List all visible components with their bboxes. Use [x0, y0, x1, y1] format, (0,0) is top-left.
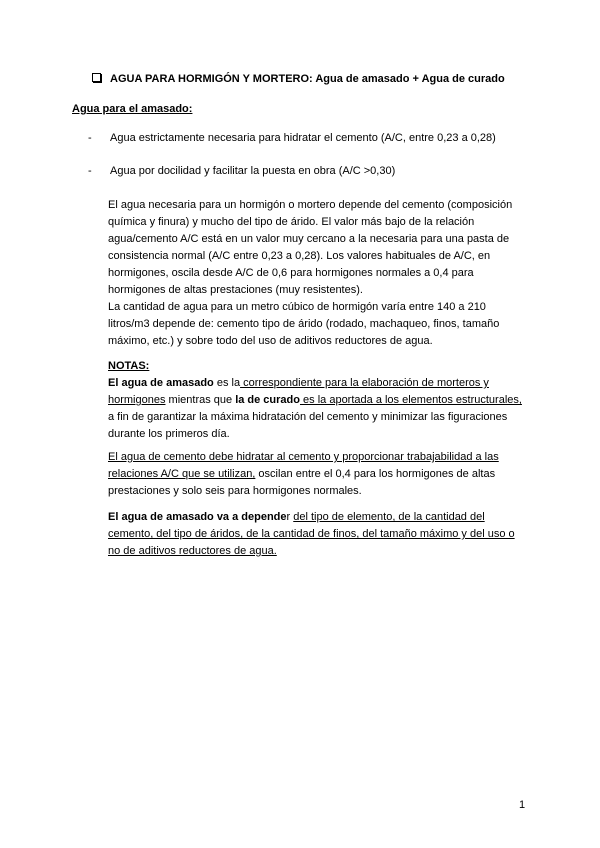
note-bold-text: El agua de amasado va a depende: [108, 511, 287, 523]
note-bold-text: la de curado: [235, 394, 300, 406]
note-text: oscilan entre el 0,4 para los hormigones de altas prestaciones y solo seis para hormigones normales.: [108, 468, 496, 497]
paragraph-water-quantity: La cantidad de agua para un metro cúbico de hormigón varía entre 140 a 210 litros/m3 depende de: cemento tipo de árido (rodado, machaqueo, finos, tamaño máximo, etc.) y sobre todo del uso de aditivos reductores de agua.: [108, 301, 500, 347]
notes-section: [108, 358, 528, 443]
checkbox-bullet-icon: [92, 73, 101, 82]
note-text: r: [286, 511, 294, 523]
bullet-text: Agua por docilidad y facilitar la puesta en obra (A/C >0,30): [110, 165, 396, 177]
document-header: [92, 71, 572, 88]
bullet-text: Agua estrictamente necesaria para hidratar el cemento (A/C, entre 0,23 a 0,28): [110, 132, 496, 144]
bullet-item: [88, 130, 568, 147]
section-title: Agua para el amasado:: [72, 103, 193, 115]
note-cement-water: [108, 449, 528, 500]
note-underlined-text: es la aportada a los elementos estructurales,: [299, 394, 522, 406]
paragraph-water-cement: El agua necesaria para un hormigón o mortero depende del cemento (composición química y finura) y mucho del tipo de árido. El valor más bajo de la relación agua/cemento A/C está en un valor muy cercano a la necesaria para una pasta de consistencia normal (A/C entre 0,23 a 0,28). Los valores habituales de A/C, en hormigones, oscila desde A/C de 0,6 para hormigones normales a 0,4 para hormigones de altas prestaciones (muy resistentes).: [108, 199, 513, 296]
page-number: 1: [519, 799, 526, 811]
note-text: es la: [213, 377, 241, 389]
note-underlined-text: del tipo de elemento, de la cantidad del cemento, del tipo de áridos, de la cantidad de finos, del tamaño máximo y del uso o no de aditivos reductores de agua.: [108, 511, 515, 557]
note-underlined-text: El agua de cemento debe hidratar al cemento y proporcionar trabajabilidad a las relaciones A/C que se utilizan,: [108, 451, 499, 480]
notes-title: NOTAS:: [108, 360, 150, 372]
note-amasado-curado: [108, 375, 528, 443]
note-text: mientras que: [165, 394, 236, 406]
note-bold-text: El agua de amasado: [108, 377, 214, 389]
bullet-dash: -: [88, 132, 92, 144]
bullet-item: [88, 163, 568, 180]
note-dependence: [108, 509, 528, 560]
note-text: a fin de garantizar la máxima hidratación del cemento y minimizar las figuraciones durante los primeros día.: [108, 411, 508, 440]
header-title: AGUA PARA HORMIGÓN Y MORTERO: Agua de amasado + Agua de curado: [110, 73, 505, 85]
note-underlined-text: correspondiente para la elaboración de morteros y hormigones: [108, 377, 489, 406]
bullet-dash: -: [88, 165, 92, 177]
